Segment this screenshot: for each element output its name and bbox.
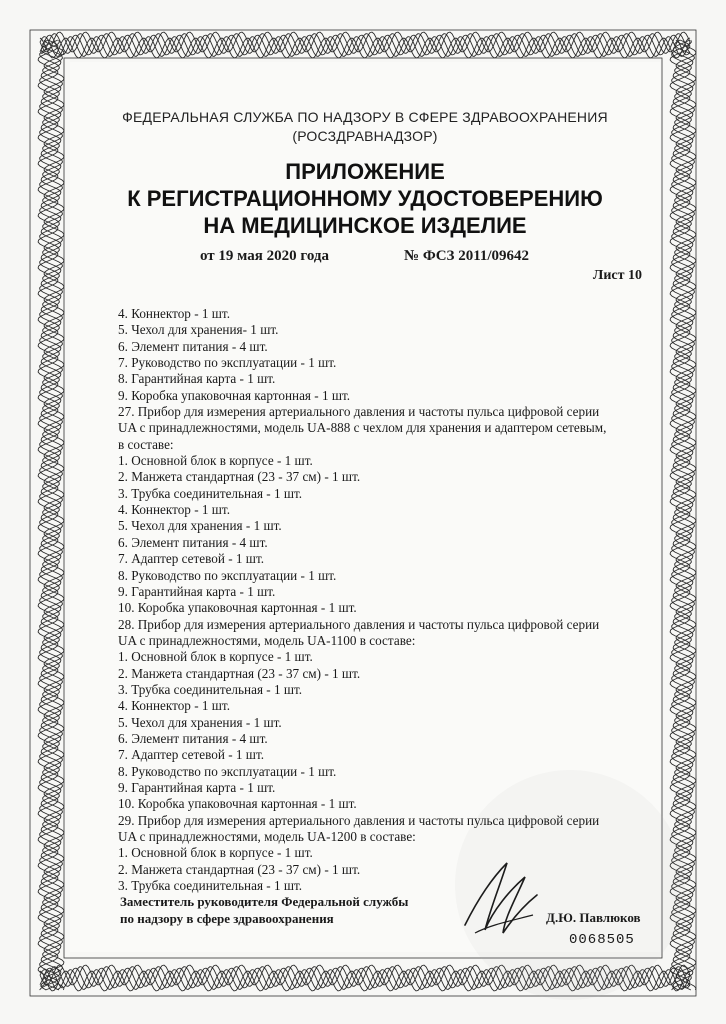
body-line: 6. Элемент питания - 4 шт. xyxy=(118,534,268,550)
signer-name: Д.Ю. Павлюков xyxy=(546,910,641,925)
body-line: 3. Трубка соединительная - 1 шт. xyxy=(118,485,303,501)
body-line: 7. Адаптер сетевой - 1 шт. xyxy=(118,747,265,763)
body-line: UA с принадлежностями, модель UA-1100 в составе: xyxy=(118,632,416,648)
body-line: UA с принадлежностями, модель UA-888 с чехлом для хранения и адаптером сетевым, xyxy=(118,420,607,436)
body-line: 2. Манжета стандартная (23 - 37 см) - 1 шт. xyxy=(118,469,361,485)
body-line: 6. Элемент питания - 4 шт. xyxy=(118,730,268,746)
body-line: 1. Основной блок в корпусе - 1 шт. xyxy=(118,649,313,665)
signer-title-line-2: по надзору в сфере здравоохранения xyxy=(120,911,334,926)
body-line: 7. Руководство по эксплуатации - 1 шт. xyxy=(118,355,337,371)
body-line: 9. Коробка упаковочная картонная - 1 шт. xyxy=(118,387,351,403)
body-line: 2. Манжета стандартная (23 - 37 см) - 1 шт. xyxy=(118,665,361,681)
body-line: 1. Основной блок в корпусе - 1 шт. xyxy=(118,845,313,861)
body-line: UA с принадлежностями, модель UA-1200 в составе: xyxy=(118,829,416,844)
body-line: 4. Коннектор - 1 шт. xyxy=(118,698,230,714)
title-line-1: ПРИЛОЖЕНИЕ xyxy=(285,159,445,184)
body-line: 1. Основной блок в корпусе - 1 шт. xyxy=(118,453,313,469)
body-line: 4. Коннектор - 1 шт. xyxy=(118,502,230,518)
body-line: 28. Прибор для измерения артериального давления и частоты пульса цифровой серии xyxy=(118,616,600,632)
handwritten-signature xyxy=(455,855,545,945)
signer-title-line-1: Заместитель руководителя Федеральной службы xyxy=(120,894,409,909)
title-line-2: К РЕГИСТРАЦИОННОМУ УДОСТОВЕРЕНИЮ xyxy=(127,186,603,211)
org-name: ФЕДЕРАЛЬНАЯ СЛУЖБА ПО НАДЗОРУ В СФЕРЕ ЗДРАВООХРАНЕНИЯ xyxy=(122,109,608,125)
body-line: 8. Гарантийная карта - 1 шт. xyxy=(118,371,276,387)
document-title xyxy=(70,158,660,239)
body-line: 3. Трубка соединительная - 1 шт. xyxy=(118,681,303,697)
body-line: 5. Чехол для хранения - 1 шт. xyxy=(118,714,282,730)
issuing-organization xyxy=(70,108,660,146)
registration-date: от 19 мая 2020 года xyxy=(200,248,329,264)
body-line: 27. Прибор для измерения артериального давления и частоты пульса цифровой серии xyxy=(118,404,600,420)
body-line: 5. Чехол для хранения - 1 шт. xyxy=(118,518,282,534)
body-line: 8. Руководство по эксплуатации - 1 шт. xyxy=(118,763,337,779)
body-line: 4. Коннектор - 1 шт. xyxy=(118,306,230,321)
sheet-number: Лист 10 xyxy=(592,268,642,283)
body-line: 6. Элемент питания - 4 шт. xyxy=(118,338,268,354)
body-line: 9. Гарантийная карта - 1 шт. xyxy=(118,779,276,795)
org-abbreviation: (РОСЗДРАВНАДЗОР) xyxy=(292,128,438,144)
body-line: 3. Трубка соединительная - 1 шт. xyxy=(118,878,303,894)
body-line: 10. Коробка упаковочная картонная - 1 шт. xyxy=(118,600,357,616)
document-body xyxy=(118,306,648,894)
signer-title xyxy=(120,893,408,927)
body-line: 7. Адаптер сетевой - 1 шт. xyxy=(118,551,265,567)
body-line: 8. Руководство по эксплуатации - 1 шт. xyxy=(118,567,337,583)
body-line: 29. Прибор для измерения артериального давления и частоты пульса цифровой серии xyxy=(118,812,600,828)
form-serial-number: 0068505 xyxy=(569,932,635,948)
body-line: 2. Манжета стандартная (23 - 37 см) - 1 шт. xyxy=(118,861,361,877)
registration-number: № ФСЗ 2011/09642 xyxy=(404,248,530,264)
body-line: 10. Коробка упаковочная картонная - 1 шт. xyxy=(118,796,357,812)
body-line: в составе: xyxy=(118,436,174,452)
body-line: 5. Чехол для хранения- 1 шт. xyxy=(118,322,279,338)
title-line-3: НА МЕДИЦИНСКОЕ ИЗДЕЛИЕ xyxy=(203,213,527,238)
body-line: 9. Гарантийная карта - 1 шт. xyxy=(118,583,276,599)
